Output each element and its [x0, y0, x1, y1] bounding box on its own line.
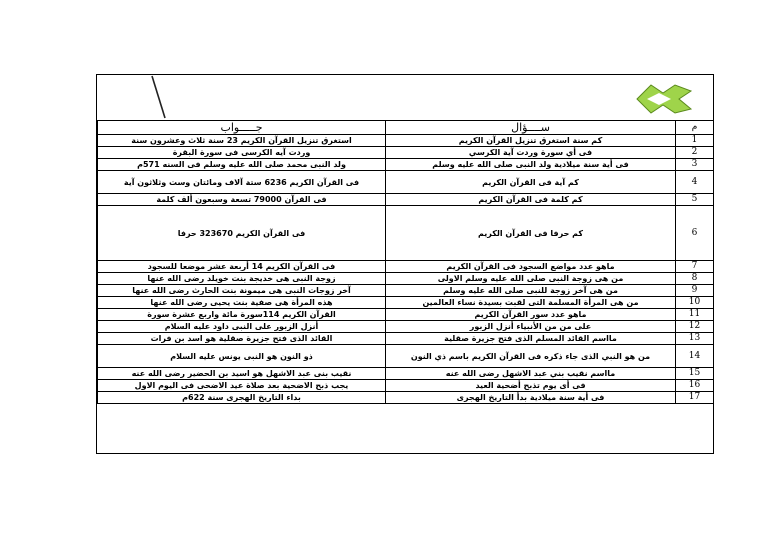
table-header-row: [98, 121, 714, 135]
row-question: مااسم القائد المسلم الذى فتح جزيرة صقلية: [386, 333, 676, 345]
row-question: فى أية سنة ميلادية ولد النبى صلى الله عليه وسلم: [386, 159, 676, 171]
row-question: كم سنة استغرق تنزيل القرآن الكريم: [386, 135, 676, 147]
row-answer: ولد النبى محمد صلى الله عليه وسلم فى السنه 571م: [98, 159, 386, 171]
row-question: فى أي سورة وردت آية الكرسي: [386, 147, 676, 159]
header-area: [97, 75, 713, 120]
table-row: [98, 345, 714, 368]
table-row: [98, 392, 714, 404]
row-question: فى أية سنة ميلادية بدأ التاريخ الهجرى: [386, 392, 676, 404]
table-row: [98, 159, 714, 171]
table-row: [98, 285, 714, 297]
logo-icon: [633, 81, 697, 117]
row-answer: فى القرآن الكريم 14 أربعة عشر موضعا للسجود: [98, 261, 386, 273]
row-num: 14: [676, 345, 714, 368]
slash-decoration-icon: [149, 75, 169, 119]
row-answer: ذو النون هو النبى يونس عليه السلام: [98, 345, 386, 368]
table-row: [98, 333, 714, 345]
row-num: 11: [676, 309, 714, 321]
row-num: 9: [676, 285, 714, 297]
row-num: 4: [676, 171, 714, 194]
row-num: 1: [676, 135, 714, 147]
row-question: من هى المرأة المسلمة التى لقبت بسيدة نساء العالمين: [386, 297, 676, 309]
row-answer: هذه المرأة هى صفية بنت يحيى رضى الله عنها: [98, 297, 386, 309]
row-question: ماهو عدد سور القرآن الكريم: [386, 309, 676, 321]
row-num: 8: [676, 273, 714, 285]
row-num: 12: [676, 321, 714, 333]
row-num: 13: [676, 333, 714, 345]
row-answer: فى القرآن الكريم 6236 ستة آلاف ومائتان وست وثلاثون آية: [98, 171, 386, 194]
table-row: [98, 147, 714, 159]
row-num: 3: [676, 159, 714, 171]
row-question: ماهو عدد مواضع السجود فى القرآن الكريم: [386, 261, 676, 273]
row-answer: آخر زوجات النبى هى ميمونة بنت الحارث رضى الله عنها: [98, 285, 386, 297]
table-row: [98, 309, 714, 321]
table-row: [98, 261, 714, 273]
row-num: 6: [676, 206, 714, 261]
row-question: من هى زوجة النبى صلى الله عليه وسلم الاولى: [386, 273, 676, 285]
row-num: 5: [676, 194, 714, 206]
row-num: 7: [676, 261, 714, 273]
table-row: [98, 273, 714, 285]
row-question: كم كلمة فى القرآن الكريم: [386, 194, 676, 206]
table-row: [98, 321, 714, 333]
row-answer: بداء التاريخ الهجرى سنة 622م: [98, 392, 386, 404]
table-row: [98, 135, 714, 147]
row-question: فى أى يوم تذبح أضحية العيد: [386, 380, 676, 392]
table-row: [98, 368, 714, 380]
row-num: 15: [676, 368, 714, 380]
row-question: من هو النبي الذى جاء ذكره فى القرآن الكريم باسم ذي النون: [386, 345, 676, 368]
qa-table: [97, 120, 714, 404]
row-question: كم حرفا فى القرآن الكريم: [386, 206, 676, 261]
table-row: [98, 206, 714, 261]
row-num: 17: [676, 392, 714, 404]
row-question: على من من الأنبياء أنزل الزبور: [386, 321, 676, 333]
document-sheet: [96, 74, 714, 454]
header-answer: جـــــواب: [98, 121, 386, 135]
row-answer: نقيب بنى عبد الاشهل هو اسيد بن الحضير رضى الله عنه: [98, 368, 386, 380]
header-question: ســــؤال: [386, 121, 676, 135]
row-answer: أنزل الزبور على النبى داود عليه السلام: [98, 321, 386, 333]
table-row: [98, 297, 714, 309]
row-num: 10: [676, 297, 714, 309]
row-answer: القائد الذى فتح جزيرة صقلية هو اسد بن فرات: [98, 333, 386, 345]
header-num: م: [676, 121, 714, 135]
table-row: [98, 194, 714, 206]
row-answer: يجب ذبح الاضحية بعد صلاة عيد الاضحى فى اليوم الاول: [98, 380, 386, 392]
row-answer: فى القرآن الكريم 323670 حرفا: [98, 206, 386, 261]
table-row: [98, 171, 714, 194]
row-question: من هى آخر زوجة للنبى صلى الله عليه وسلم: [386, 285, 676, 297]
row-answer: استغرق تنزيل القرآن الكريم 23 سنة ثلاث وعشرون سنة: [98, 135, 386, 147]
row-answer: وردت آيه الكرسى فى سورة البقرة: [98, 147, 386, 159]
row-answer: القرآن الكريم 114سورة مائة واربع عشرة سورة: [98, 309, 386, 321]
row-num: 2: [676, 147, 714, 159]
row-answer: فى القرآن 79000 تسعة وسبعون ألف كلمة: [98, 194, 386, 206]
row-question: كم آية فى القرآن الكريم: [386, 171, 676, 194]
row-question: مااسم نقيب بني عبد الاشهل رضى الله عنه: [386, 368, 676, 380]
row-num: 16: [676, 380, 714, 392]
row-answer: زوجة النبى هى خديجة بنت خويلد رضى الله عنها: [98, 273, 386, 285]
table-row: [98, 380, 714, 392]
